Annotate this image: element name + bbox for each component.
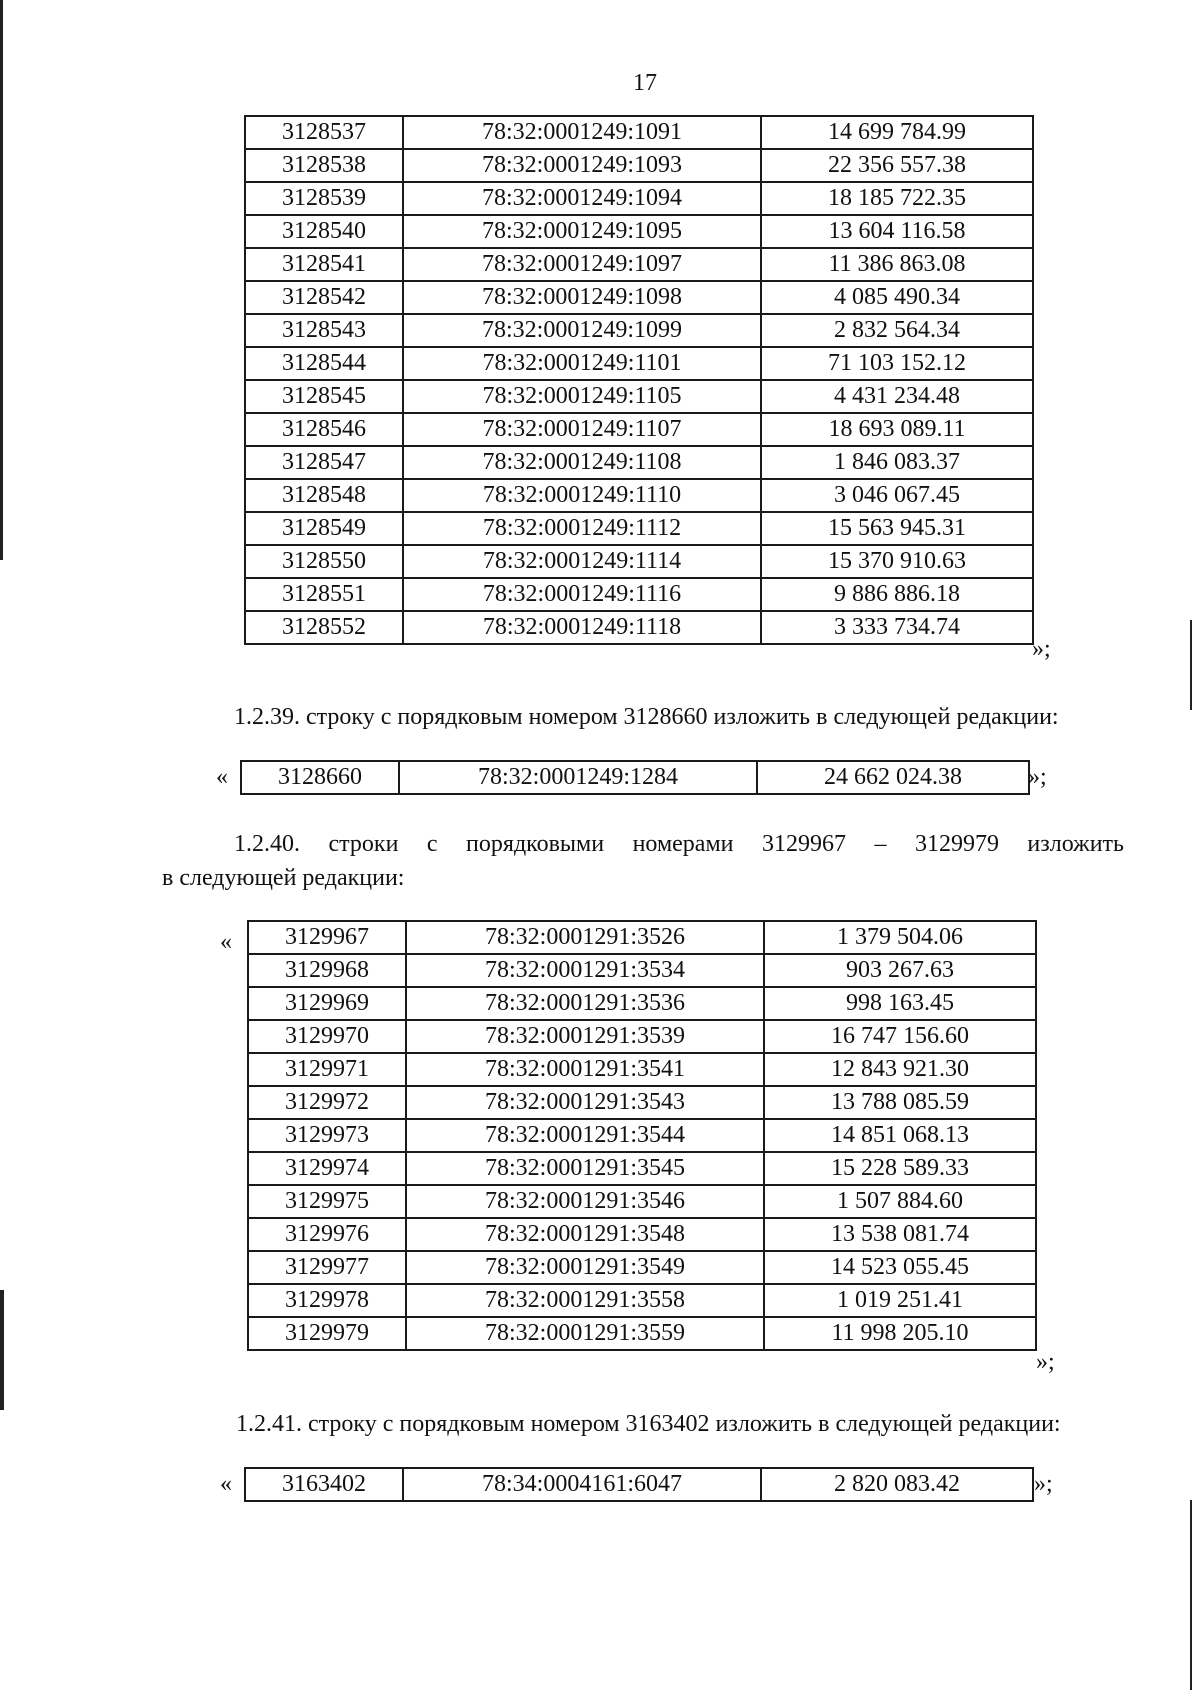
value-cell: 14 699 784.99 (761, 116, 1033, 149)
value-cell: 14 851 068.13 (764, 1119, 1036, 1152)
page-number: 17 (633, 70, 657, 96)
table-open-quote: « (216, 764, 228, 790)
paragraph-1-2-39: 1.2.39. строку с порядковым номером 3128660 изложить в следующей редакции: (234, 704, 1059, 730)
row-number-cell: 3163402 (245, 1468, 403, 1501)
row-number-cell: 3129979 (248, 1317, 406, 1350)
table-row (245, 215, 1033, 248)
value-cell: 11 386 863.08 (761, 248, 1033, 281)
table-row (248, 1218, 1036, 1251)
cadastral-number-cell: 78:32:0001291:3543 (406, 1086, 764, 1119)
cadastral-number-cell: 78:34:0004161:6047 (403, 1468, 761, 1501)
paragraph-1-2-40: 1.2.40. строки с порядковыми номерами 3129967 – 3129979 изложить (234, 831, 1124, 857)
row-number-cell: 3129976 (248, 1218, 406, 1251)
table-row (245, 512, 1033, 545)
table-row (245, 116, 1033, 149)
row-number-cell: 3128546 (245, 413, 403, 446)
table-row (245, 149, 1033, 182)
table-open-quote: « (220, 929, 232, 955)
row-number-cell: 3129968 (248, 954, 406, 987)
table-row (245, 413, 1033, 446)
cadastral-number-cell: 78:32:0001291:3534 (406, 954, 764, 987)
row-number-cell: 3128544 (245, 347, 403, 380)
row-number-cell: 3128549 (245, 512, 403, 545)
table-row (248, 1119, 1036, 1152)
row-number-cell: 3128551 (245, 578, 403, 611)
value-cell: 2 820 083.42 (761, 1468, 1033, 1501)
value-cell: 998 163.45 (764, 987, 1036, 1020)
table-close-quote: »; (1036, 1349, 1055, 1375)
cadastral-table-3129967 (247, 920, 1037, 1351)
table-row (245, 281, 1033, 314)
paragraph-1-2-41: 1.2.41. строку с порядковым номером 3163402 изложить в следующей редакции: (236, 1411, 1061, 1437)
cadastral-number-cell: 78:32:0001291:3539 (406, 1020, 764, 1053)
table-row (248, 1284, 1036, 1317)
value-cell: 16 747 156.60 (764, 1020, 1036, 1053)
cadastral-number-cell: 78:32:0001291:3549 (406, 1251, 764, 1284)
value-cell: 4 431 234.48 (761, 380, 1033, 413)
value-cell: 18 185 722.35 (761, 182, 1033, 215)
cadastral-number-cell: 78:32:0001249:1108 (403, 446, 761, 479)
row-number-cell: 3129972 (248, 1086, 406, 1119)
table-row (248, 987, 1036, 1020)
cadastral-number-cell: 78:32:0001249:1095 (403, 215, 761, 248)
value-cell: 24 662 024.38 (757, 761, 1029, 794)
row-number-cell: 3129973 (248, 1119, 406, 1152)
table-row (248, 1020, 1036, 1053)
cadastral-number-cell: 78:32:0001291:3526 (406, 921, 764, 954)
row-number-cell: 3129977 (248, 1251, 406, 1284)
value-cell: 12 843 921.30 (764, 1053, 1036, 1086)
value-cell: 1 846 083.37 (761, 446, 1033, 479)
cadastral-number-cell: 78:32:0001291:3536 (406, 987, 764, 1020)
value-cell: 3 333 734.74 (761, 611, 1033, 644)
table-row (245, 248, 1033, 281)
value-cell: 9 886 886.18 (761, 578, 1033, 611)
row-number-cell: 3129971 (248, 1053, 406, 1086)
value-cell: 18 693 089.11 (761, 413, 1033, 446)
row-number-cell: 3128540 (245, 215, 403, 248)
scan-edge-right (1190, 620, 1192, 710)
cadastral-number-cell: 78:32:0001291:3559 (406, 1317, 764, 1350)
table-row (245, 347, 1033, 380)
row-number-cell: 3128547 (245, 446, 403, 479)
cadastral-number-cell: 78:32:0001249:1107 (403, 413, 761, 446)
cadastral-number-cell: 78:32:0001291:3546 (406, 1185, 764, 1218)
row-number-cell: 3128542 (245, 281, 403, 314)
value-cell: 903 267.63 (764, 954, 1036, 987)
cadastral-number-cell: 78:32:0001291:3548 (406, 1218, 764, 1251)
value-cell: 1 507 884.60 (764, 1185, 1036, 1218)
row-number-cell: 3128660 (241, 761, 399, 794)
row-number-cell: 3128545 (245, 380, 403, 413)
row-number-cell: 3128550 (245, 545, 403, 578)
table-row (245, 611, 1033, 644)
value-cell: 4 085 490.34 (761, 281, 1033, 314)
value-cell: 14 523 055.45 (764, 1251, 1036, 1284)
cadastral-number-cell: 78:32:0001249:1098 (403, 281, 761, 314)
value-cell: 15 370 910.63 (761, 545, 1033, 578)
value-cell: 15 228 589.33 (764, 1152, 1036, 1185)
value-cell: 13 604 116.58 (761, 215, 1033, 248)
cadastral-table-3128537 (244, 115, 1034, 645)
paragraph-1-2-40-continued: в следующей редакции: (162, 865, 405, 891)
row-number-cell: 3128539 (245, 182, 403, 215)
cadastral-number-cell: 78:32:0001249:1101 (403, 347, 761, 380)
scan-edge-right-lower (1190, 1500, 1192, 1690)
cadastral-number-cell: 78:32:0001249:1112 (403, 512, 761, 545)
table-row (241, 761, 1029, 794)
cadastral-number-cell: 78:32:0001249:1105 (403, 380, 761, 413)
table-close-quote: »; (1028, 764, 1047, 790)
row-number-cell: 3128541 (245, 248, 403, 281)
table-row (245, 314, 1033, 347)
row-number-cell: 3129975 (248, 1185, 406, 1218)
cadastral-number-cell: 78:32:0001249:1097 (403, 248, 761, 281)
table-row (245, 380, 1033, 413)
scan-edge-left-lower (0, 1290, 4, 1410)
table-row (245, 479, 1033, 512)
cadastral-table-3128660 (240, 760, 1030, 795)
cadastral-number-cell: 78:32:0001249:1114 (403, 545, 761, 578)
cadastral-table-3163402 (244, 1467, 1034, 1502)
row-number-cell: 3128543 (245, 314, 403, 347)
table-row (245, 446, 1033, 479)
table-open-quote: « (220, 1471, 232, 1497)
value-cell: 11 998 205.10 (764, 1317, 1036, 1350)
value-cell: 13 538 081.74 (764, 1218, 1036, 1251)
cadastral-number-cell: 78:32:0001249:1099 (403, 314, 761, 347)
row-number-cell: 3129970 (248, 1020, 406, 1053)
cadastral-number-cell: 78:32:0001291:3545 (406, 1152, 764, 1185)
cadastral-number-cell: 78:32:0001249:1116 (403, 578, 761, 611)
value-cell: 22 356 557.38 (761, 149, 1033, 182)
table-row (248, 1317, 1036, 1350)
cadastral-number-cell: 78:32:0001291:3558 (406, 1284, 764, 1317)
table-row (245, 182, 1033, 215)
table-row (248, 921, 1036, 954)
value-cell: 15 563 945.31 (761, 512, 1033, 545)
table-close-quote: »; (1034, 1471, 1053, 1497)
value-cell: 2 832 564.34 (761, 314, 1033, 347)
table-row (248, 1053, 1036, 1086)
table-row (248, 954, 1036, 987)
cadastral-number-cell: 78:32:0001249:1284 (399, 761, 757, 794)
value-cell: 1 379 504.06 (764, 921, 1036, 954)
value-cell: 13 788 085.59 (764, 1086, 1036, 1119)
row-number-cell: 3129967 (248, 921, 406, 954)
table-row (245, 1468, 1033, 1501)
table-row (245, 578, 1033, 611)
cadastral-number-cell: 78:32:0001249:1094 (403, 182, 761, 215)
cadastral-number-cell: 78:32:0001249:1093 (403, 149, 761, 182)
table-row (248, 1185, 1036, 1218)
row-number-cell: 3128548 (245, 479, 403, 512)
cadastral-number-cell: 78:32:0001291:3541 (406, 1053, 764, 1086)
table-row (248, 1086, 1036, 1119)
table-close-quote: »; (1032, 636, 1051, 662)
cadastral-number-cell: 78:32:0001249:1091 (403, 116, 761, 149)
cadastral-number-cell: 78:32:0001249:1110 (403, 479, 761, 512)
row-number-cell: 3129969 (248, 987, 406, 1020)
row-number-cell: 3128552 (245, 611, 403, 644)
table-row (245, 545, 1033, 578)
table-row (248, 1251, 1036, 1284)
row-number-cell: 3129974 (248, 1152, 406, 1185)
value-cell: 1 019 251.41 (764, 1284, 1036, 1317)
cadastral-number-cell: 78:32:0001249:1118 (403, 611, 761, 644)
row-number-cell: 3128538 (245, 149, 403, 182)
row-number-cell: 3129978 (248, 1284, 406, 1317)
cadastral-number-cell: 78:32:0001291:3544 (406, 1119, 764, 1152)
value-cell: 71 103 152.12 (761, 347, 1033, 380)
row-number-cell: 3128537 (245, 116, 403, 149)
value-cell: 3 046 067.45 (761, 479, 1033, 512)
table-row (248, 1152, 1036, 1185)
